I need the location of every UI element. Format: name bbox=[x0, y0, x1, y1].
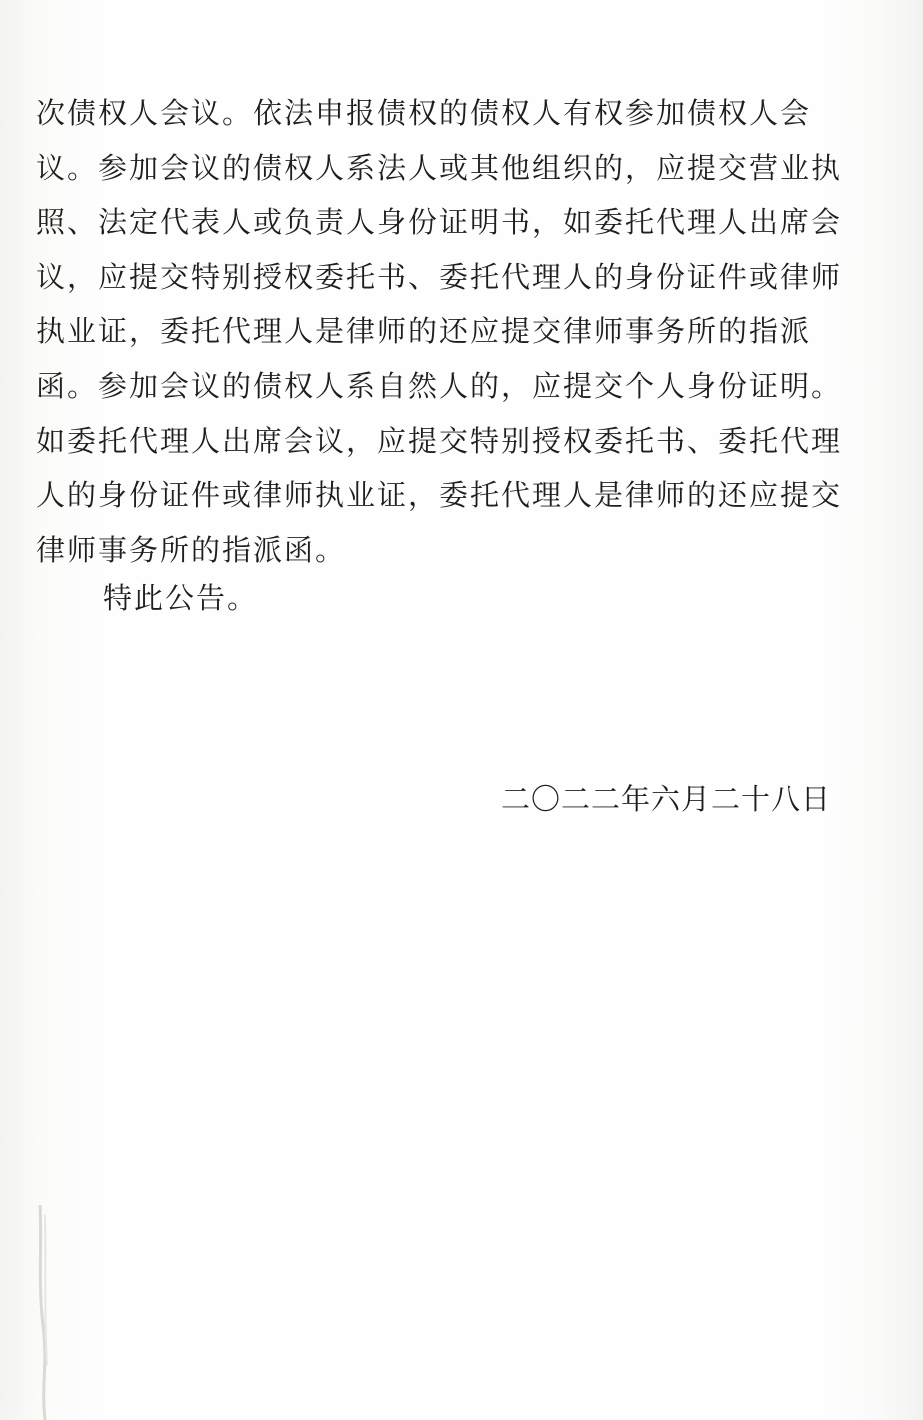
paragraph-line: 次债权人会议。依法申报债权的债权人有权参加债权人会 bbox=[36, 96, 812, 130]
paragraph-line: 照、法定代表人或负责人身份证明书，如委托代理人出席会 bbox=[36, 205, 843, 240]
notice-date: 二〇二二年六月二十八日 bbox=[500, 782, 831, 816]
closing-statement: 特此公告。 bbox=[103, 581, 259, 615]
paragraph-line: 议。参加会议的债权人系法人或其他组织的，应提交营业执 bbox=[36, 150, 843, 185]
paragraph-line: 律师事务所的指派函。 bbox=[36, 532, 347, 567]
paragraph-line: 议，应提交特别授权委托书、委托代理人的身份证件或律师 bbox=[36, 259, 843, 294]
paragraph-line: 函。参加会议的债权人系自然人的，应提交个人身份证明。 bbox=[36, 368, 843, 403]
notice-body-paragraph bbox=[36, 86, 843, 577]
paragraph-line: 执业证，委托代理人是律师的还应提交律师事务所的指派 bbox=[36, 314, 812, 349]
scan-artifact bbox=[36, 1205, 50, 1420]
paragraph-line: 如委托代理人出席会议，应提交特别授权委托书、委托代理 bbox=[36, 423, 843, 458]
paragraph-line: 人的身份证件或律师执业证，委托代理人是律师的还应提交 bbox=[36, 478, 843, 513]
